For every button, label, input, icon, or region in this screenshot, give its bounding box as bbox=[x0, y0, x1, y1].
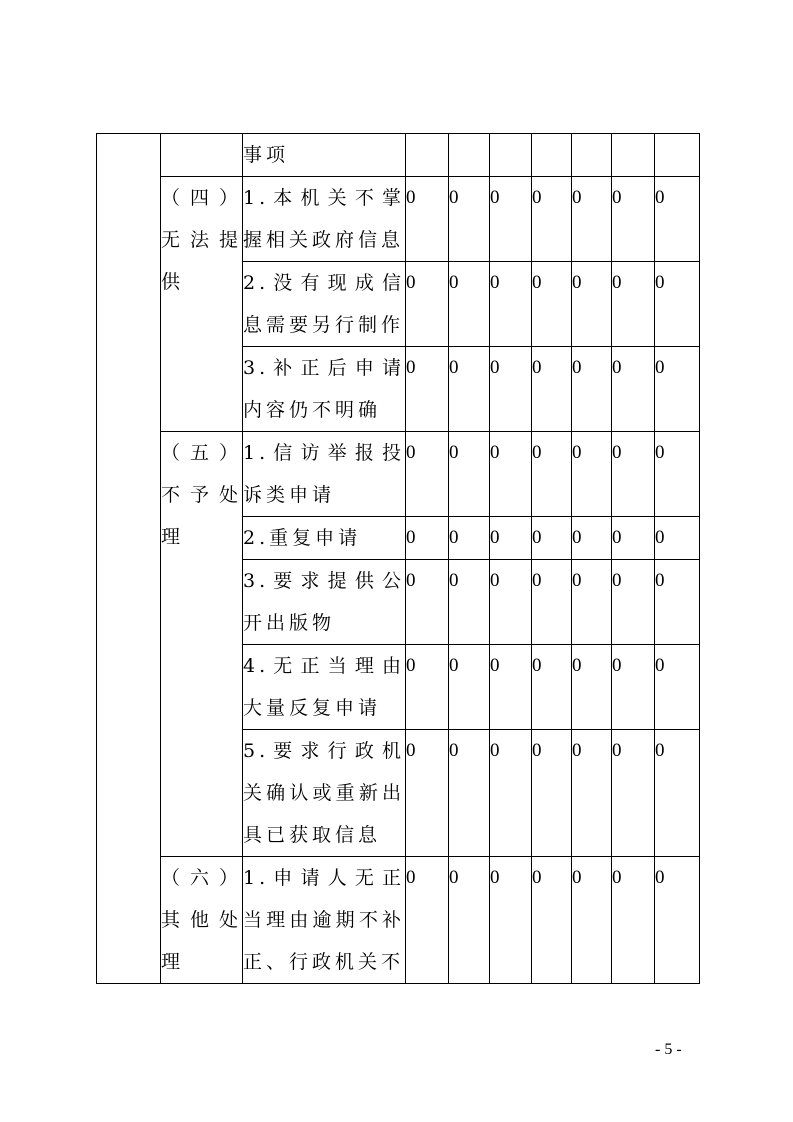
value-cell: 0 bbox=[532, 560, 572, 645]
value-cell: 0 bbox=[490, 262, 532, 347]
value-cell: 0 bbox=[449, 730, 490, 857]
value-cell: 0 bbox=[572, 262, 612, 347]
value-cell: 0 bbox=[572, 432, 612, 517]
value-cell: 0 bbox=[406, 177, 449, 262]
item-cell: 事项 bbox=[243, 134, 406, 177]
value-cell bbox=[532, 134, 572, 177]
category-cell: （五）不予处理 bbox=[161, 432, 243, 857]
value-cell bbox=[655, 134, 700, 177]
item-cell: 5.要求行政机关确认或重新出具已获取信息 bbox=[243, 730, 406, 857]
value-cell: 0 bbox=[490, 857, 532, 984]
table-row bbox=[97, 177, 700, 262]
value-cell: 0 bbox=[612, 177, 655, 262]
value-cell: 0 bbox=[572, 177, 612, 262]
value-cell bbox=[572, 134, 612, 177]
value-cell: 0 bbox=[490, 517, 532, 560]
value-cell: 0 bbox=[532, 645, 572, 730]
value-cell: 0 bbox=[532, 730, 572, 857]
value-cell: 0 bbox=[490, 560, 532, 645]
value-cell: 0 bbox=[532, 347, 572, 432]
value-cell: 0 bbox=[572, 347, 612, 432]
value-cell: 0 bbox=[490, 645, 532, 730]
value-cell: 0 bbox=[655, 177, 700, 262]
item-cell: 4.无正当理由大量反复申请 bbox=[243, 645, 406, 730]
value-cell: 0 bbox=[406, 347, 449, 432]
value-cell: 0 bbox=[406, 857, 449, 984]
category-cell: （四）无法提供 bbox=[161, 177, 243, 432]
value-cell: 0 bbox=[449, 262, 490, 347]
value-cell: 0 bbox=[532, 177, 572, 262]
value-cell: 0 bbox=[655, 730, 700, 857]
value-cell: 0 bbox=[655, 517, 700, 560]
value-cell: 0 bbox=[490, 730, 532, 857]
value-cell: 0 bbox=[406, 262, 449, 347]
value-cell: 0 bbox=[532, 857, 572, 984]
value-cell: 0 bbox=[449, 432, 490, 517]
value-cell: 0 bbox=[406, 645, 449, 730]
item-cell: 3.要求提供公开出版物 bbox=[243, 560, 406, 645]
value-cell: 0 bbox=[572, 857, 612, 984]
value-cell: 0 bbox=[655, 857, 700, 984]
value-cell: 0 bbox=[655, 347, 700, 432]
value-cell bbox=[612, 134, 655, 177]
value-cell: 0 bbox=[532, 262, 572, 347]
value-cell: 0 bbox=[612, 645, 655, 730]
value-cell: 0 bbox=[532, 517, 572, 560]
statistics-table bbox=[96, 133, 700, 984]
item-cell: 3.补正后申请内容仍不明确 bbox=[243, 347, 406, 432]
value-cell: 0 bbox=[572, 560, 612, 645]
value-cell bbox=[449, 134, 490, 177]
value-cell: 0 bbox=[406, 560, 449, 645]
value-cell: 0 bbox=[406, 730, 449, 857]
value-cell: 0 bbox=[572, 730, 612, 857]
value-cell: 0 bbox=[612, 560, 655, 645]
value-cell: 0 bbox=[612, 730, 655, 857]
value-cell: 0 bbox=[449, 347, 490, 432]
item-cell: 1.本机关不掌握相关政府信息 bbox=[243, 177, 406, 262]
item-cell: 1.信访举报投诉类申请 bbox=[243, 432, 406, 517]
value-cell: 0 bbox=[655, 432, 700, 517]
page-number: - 5 - bbox=[655, 1041, 682, 1058]
value-cell: 0 bbox=[449, 517, 490, 560]
value-cell: 0 bbox=[572, 645, 612, 730]
value-cell: 0 bbox=[449, 645, 490, 730]
value-cell: 0 bbox=[612, 517, 655, 560]
value-cell: 0 bbox=[612, 347, 655, 432]
item-cell: 1.申请人无正当理由逾期不补正、行政机关不 bbox=[243, 857, 406, 984]
value-cell: 0 bbox=[655, 645, 700, 730]
value-cell: 0 bbox=[612, 857, 655, 984]
value-cell: 0 bbox=[490, 432, 532, 517]
value-cell: 0 bbox=[449, 177, 490, 262]
value-cell bbox=[490, 134, 532, 177]
value-cell: 0 bbox=[490, 347, 532, 432]
left-merged-cell bbox=[97, 134, 161, 984]
value-cell: 0 bbox=[532, 432, 572, 517]
value-cell: 0 bbox=[612, 262, 655, 347]
item-cell: 2.没有现成信息需要另行制作 bbox=[243, 262, 406, 347]
table-row bbox=[97, 134, 700, 177]
value-cell: 0 bbox=[490, 177, 532, 262]
value-cell: 0 bbox=[449, 857, 490, 984]
value-cell bbox=[406, 134, 449, 177]
value-cell: 0 bbox=[655, 560, 700, 645]
value-cell: 0 bbox=[655, 262, 700, 347]
value-cell: 0 bbox=[406, 432, 449, 517]
value-cell: 0 bbox=[572, 517, 612, 560]
category-cell: （六）其他处理 bbox=[161, 857, 243, 984]
value-cell: 0 bbox=[406, 517, 449, 560]
value-cell: 0 bbox=[612, 432, 655, 517]
item-cell: 2.重复申请 bbox=[243, 517, 406, 560]
value-cell: 0 bbox=[449, 560, 490, 645]
table-row bbox=[97, 857, 700, 984]
category-cell-continued bbox=[161, 134, 243, 177]
table-row bbox=[97, 432, 700, 517]
